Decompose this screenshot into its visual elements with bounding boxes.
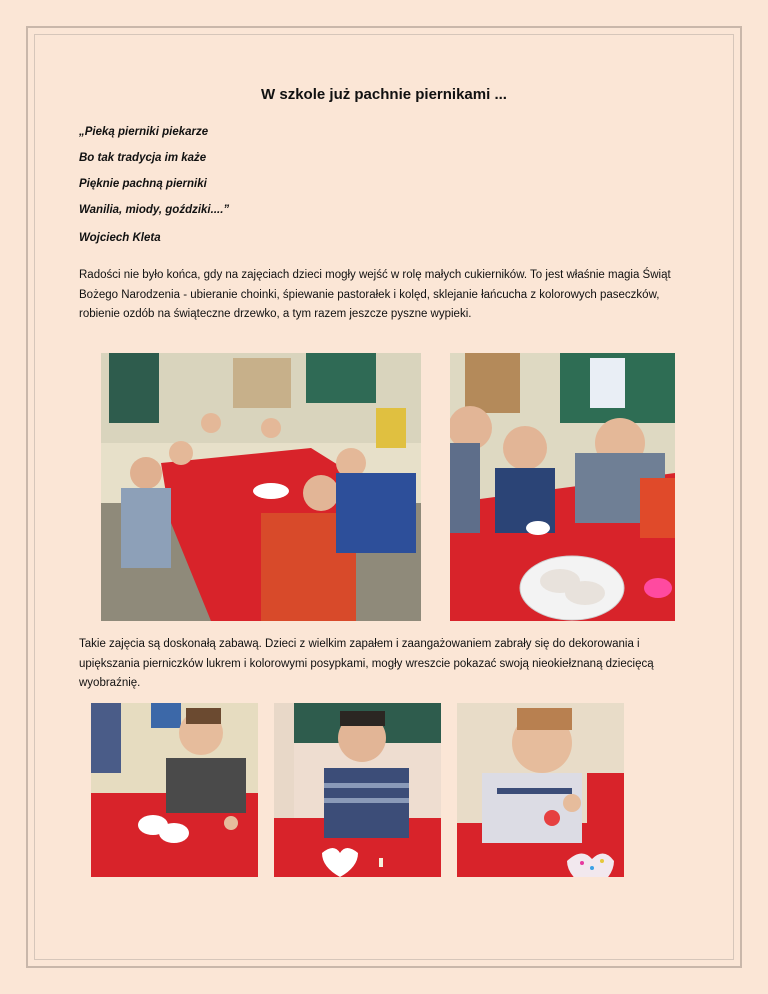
poem-line-2: Bo tak tradycja im każe [79,152,207,164]
poem-author: Wojciech Kleta [79,232,161,244]
teacher-cookies-photo [450,353,675,621]
poem-line-3: Pięknie pachną pierniki [79,178,207,190]
boy-glasses-photo [91,703,258,877]
classroom-table-photo [101,353,421,621]
poem-line-4: Wanilia, miody, goździki....” [79,204,230,216]
paragraph-2: Takie zajęcia są doskonałą zabawą. Dzieci z wielkim zapałem i zaangażowaniem zabrały się do dekorowania i upiększania pierniczków lukrem i kolorowymi posypkami, mogły wreszcie pokazać swoją nieokiełznaną dziecięcą wyobraźnię. [79,638,654,689]
poem-line-1: „Pieką pierniki piekarze [79,126,209,138]
boy-sprinkles-photo [457,703,624,877]
paragraph-1: Radości nie było końca, gdy na zajęciach dzieci mogły wejść w rolę małych cukierników. To jest właśnie magia Świąt Bożego Narodzenia - ubieranie choinki, śpiewanie pastorałek i kolęd, sklejanie łańcucha z kolorowych paseczków, robienie ozdób na świąteczne drzewko, a tym razem jeszcze pyszne wypieki. [79,269,671,320]
page-title: W szkole już pachnie piernikami ... [261,86,507,103]
boy-striped-shirt-photo [274,703,441,877]
